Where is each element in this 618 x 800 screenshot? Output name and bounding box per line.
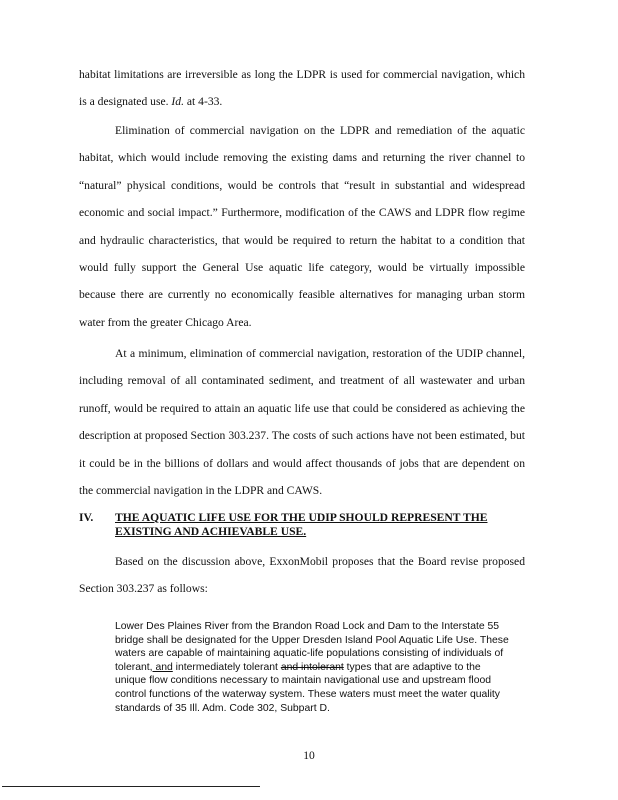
citation-id: Id. bbox=[171, 95, 184, 109]
section-number: IV. bbox=[79, 511, 94, 524]
paragraph-text: At a minimum, elimination of commercial navigation, restoration of the UDIP channel, including removal of all contaminated sediment, and treatment of all wastewater and urban runoff, would be required to attain an aquatic life use that could be considered as achieving the description at proposed Section 303.237. The costs of such actions have not been estimated, but it could be in the billions of dollars and would affect thousands of jobs that are dependent on the commercial navigation in the LDPR and CAWS. bbox=[79, 347, 525, 498]
paragraph-continuation bbox=[79, 61, 525, 116]
rule-text: types that are adaptive to the unique flow conditions necessary to maintain navigational use and upstream flood control functions of the waterway system. These waters must meet the water quality standards of 35 Ill. Adm. Code 302, Subpart D. bbox=[115, 661, 501, 714]
page-number: 10 bbox=[303, 749, 315, 762]
section-title: THE AQUATIC LIFE USE FOR THE UDIP SHOULD REPRESENT THE EXISTING AND ACHIEVABLE USE. bbox=[115, 511, 488, 538]
footnote-separator bbox=[2, 786, 260, 787]
deleted-text: and intolerant bbox=[280, 661, 344, 673]
paragraph-text: Based on the discussion above, ExxonMobil proposes that the Board revise proposed Section 303.237 as follows: bbox=[79, 555, 525, 596]
paragraph-proposal bbox=[79, 548, 525, 603]
rule-text: intermediately tolerant bbox=[172, 661, 281, 673]
citation-page: at 4-33. bbox=[186, 95, 223, 109]
rule-text: Lower Des Plaines River from the Brandon Road Lock and Dam to the Interstate 55 bridge shall be designated for the Upper Dresden Island Pool Aquatic Life Use. These waters are capable of maintaining aquatic-life populations consisting of individuals of tolerant bbox=[115, 621, 509, 673]
paragraph-text: habitat limitations are irreversible as long the LDPR is used for commercial navigation, which is a designated use. bbox=[79, 68, 525, 109]
inserted-text: , and bbox=[149, 661, 173, 673]
paragraph-elimination bbox=[79, 117, 525, 336]
proposed-rule-text bbox=[115, 620, 511, 715]
paragraph-minimum bbox=[79, 340, 525, 504]
paragraph-text: Elimination of commercial navigation on the LDPR and remediation of the aquatic habitat, which would include removing the existing dams and returning the river channel to “natural” physical conditions, would be controls that “result in substantial and widespread economic and social impact.” Furthermore, modification of the CAWS and LDPR flow regime and hydraulic characteristics, that would be required to return the habitat to a condition that would fully support the General Use aquatic life category, would be virtually impossible because there are currently no economically feasible alternatives for managing urban storm water from the greater Chicago Area. bbox=[79, 124, 525, 329]
